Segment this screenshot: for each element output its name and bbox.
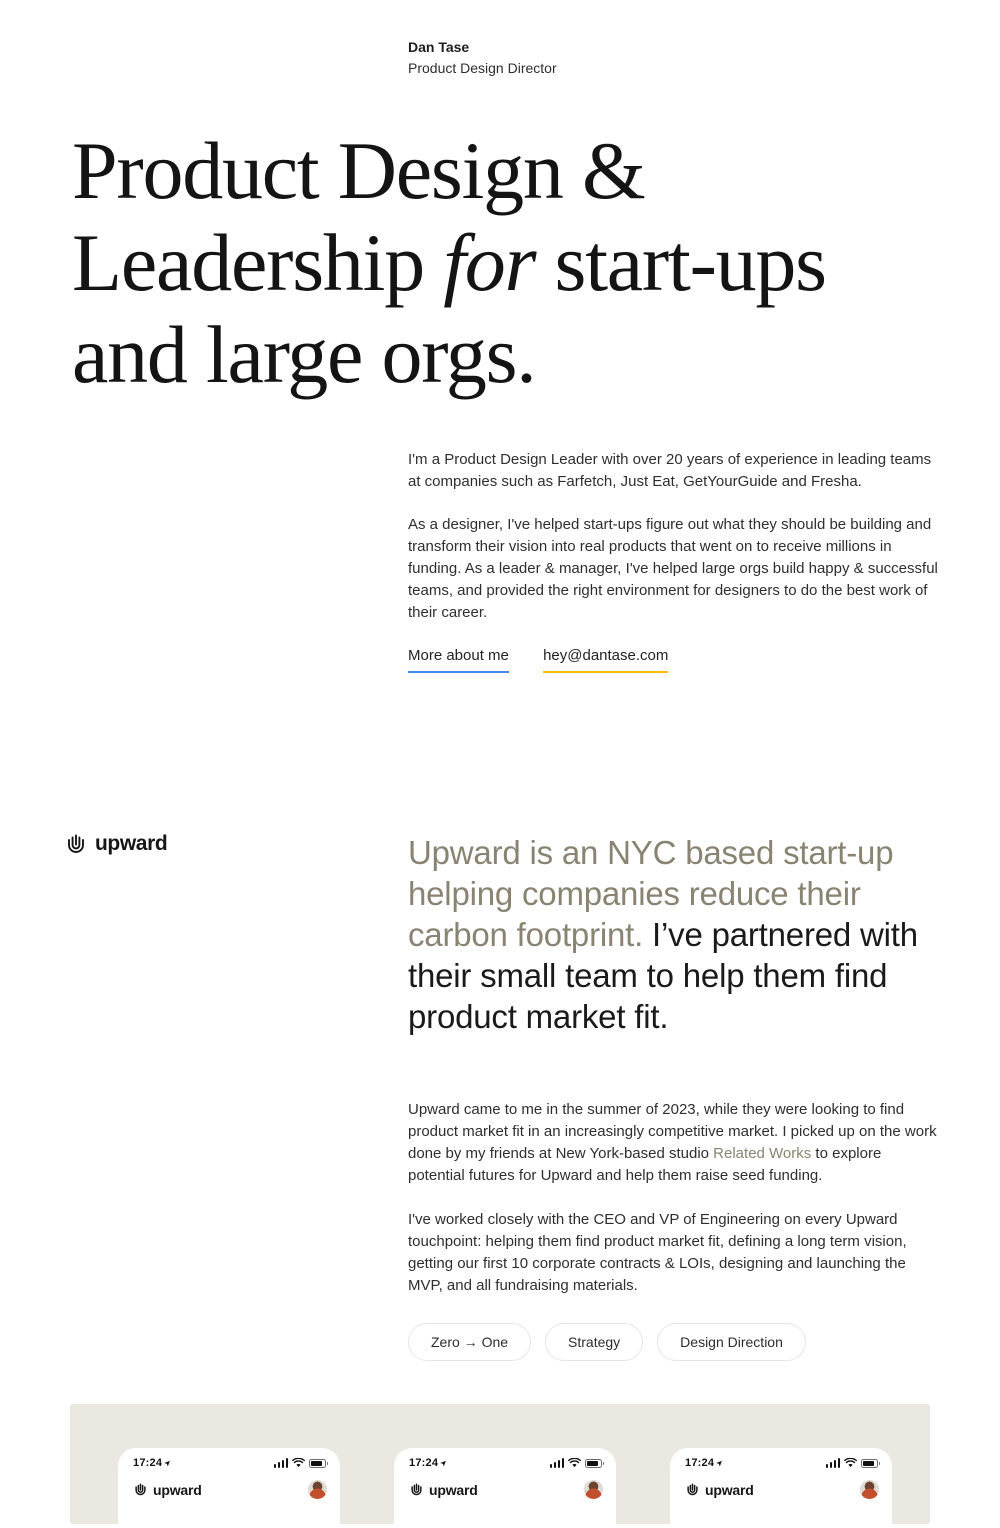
phone-upward-text: upward <box>705 1481 754 1498</box>
phone-status-icons <box>826 1458 879 1468</box>
hero-heading <box>72 125 952 401</box>
battery-icon <box>585 1459 602 1468</box>
phone-upward-logo <box>685 1481 754 1498</box>
upward-hand-icon <box>133 1481 148 1498</box>
wifi-icon <box>568 1458 581 1468</box>
author-role: Product Design Director <box>408 60 557 76</box>
tag-strategy: Strategy <box>545 1323 643 1361</box>
hero-line-2 <box>72 217 952 309</box>
upward-logo-text: upward <box>95 832 168 855</box>
phone-mockup-2 <box>394 1448 616 1528</box>
phone-mockup-3 <box>670 1448 892 1528</box>
phone-time <box>409 1457 450 1469</box>
location-arrow-icon: ➤ <box>715 1458 726 1468</box>
hero-line-1: Product Design & <box>72 125 645 216</box>
hero-line-2-italic: for <box>443 217 536 308</box>
location-arrow-icon: ➤ <box>439 1458 450 1468</box>
hero-line-2-post: start-ups <box>535 217 826 308</box>
case-study-paragraph-2: I've worked closely with the CEO and VP of Engineering on every Upward touchpoint: helping them find product market fit, defining a long term vision, getting our first 10 corporate contracts & LOIs, designing and launching the MVP, and all fundraising materials. <box>408 1211 907 1294</box>
avatar <box>860 1480 879 1499</box>
phone-time-text: 17:24 <box>409 1457 439 1469</box>
phone-upward-logo <box>133 1481 202 1498</box>
phone-app-header <box>670 1480 892 1499</box>
tag-design-direction: Design Direction <box>657 1323 806 1361</box>
phone-statusbar <box>670 1448 892 1469</box>
intro-paragraph-2: As a designer, I've helped start-ups figure out what they should be building and transform their vision into real products that went on to receive millions in funding. As a leader & manager, I've helped large orgs build happy & successful teams, and provided the right environment for designers to do the best work of their career. <box>408 516 938 621</box>
cs-p1-pre: Upward came to me in the summer of 2023, while they were looking to find product market fit in an increasingly competitive market. I picked up on the work done by my friends at New York-based studio <box>408 1101 937 1162</box>
phone-app-header <box>118 1480 340 1499</box>
phone-upward-text: upward <box>153 1481 202 1498</box>
phone-time-text: 17:24 <box>133 1457 163 1469</box>
phone-time <box>133 1457 174 1469</box>
avatar <box>584 1480 603 1499</box>
hero-line-3: and large orgs. <box>72 309 536 400</box>
related-works-link[interactable]: Related Works <box>713 1145 812 1162</box>
signal-icon <box>550 1458 565 1468</box>
phone-app-header <box>394 1480 616 1499</box>
tag-zero-one: Zero → One <box>408 1323 531 1361</box>
phone-upward-text: upward <box>429 1481 478 1498</box>
intro-links <box>408 647 698 673</box>
avatar <box>308 1480 327 1499</box>
upward-hand-icon <box>685 1481 700 1498</box>
phone-statusbar <box>394 1448 616 1469</box>
upward-logo <box>64 831 167 857</box>
phone-statusbar <box>118 1448 340 1469</box>
case-study-statement <box>408 832 926 1037</box>
statement-highlight: Upward is an NYC based start-up helping companies reduce their carbon footprint. <box>408 834 894 953</box>
email-link[interactable]: hey@dantase.com <box>543 647 668 673</box>
more-about-me-link[interactable]: More about me <box>408 647 509 673</box>
wifi-icon <box>292 1458 305 1468</box>
phone-time-text: 17:24 <box>685 1457 715 1469</box>
upward-hand-icon <box>64 831 88 857</box>
phone-upward-logo <box>409 1481 478 1498</box>
intro-section <box>408 449 938 624</box>
phone-mockup-1 <box>118 1448 340 1528</box>
cs-p1-post: to explore potential futures for Upward and help them raise seed funding. <box>408 1145 882 1184</box>
battery-icon <box>861 1459 878 1468</box>
upward-hand-icon <box>409 1481 424 1498</box>
intro-paragraph-1: I'm a Product Design Leader with over 20 years of experience in leading teams at companies such as Farfetch, Just Eat, GetYourGuide and Fresha. <box>408 451 932 490</box>
hero-line-2-pre: Leadership <box>72 217 444 308</box>
site-header <box>408 37 557 79</box>
signal-icon <box>274 1458 289 1468</box>
battery-icon <box>309 1459 326 1468</box>
phone-status-icons <box>274 1458 327 1468</box>
wifi-icon <box>844 1458 857 1468</box>
case-study-paragraph-1 <box>408 1099 938 1187</box>
showcase-band <box>70 1404 930 1524</box>
signal-icon <box>826 1458 841 1468</box>
statement-rest: I’ve partnered with their small team to help them find product market fit. <box>408 916 918 1035</box>
case-study-tags <box>408 1323 806 1361</box>
phone-status-icons <box>550 1458 603 1468</box>
author-name: Dan Tase <box>408 39 470 55</box>
phone-time <box>685 1457 726 1469</box>
location-arrow-icon: ➤ <box>163 1458 174 1468</box>
